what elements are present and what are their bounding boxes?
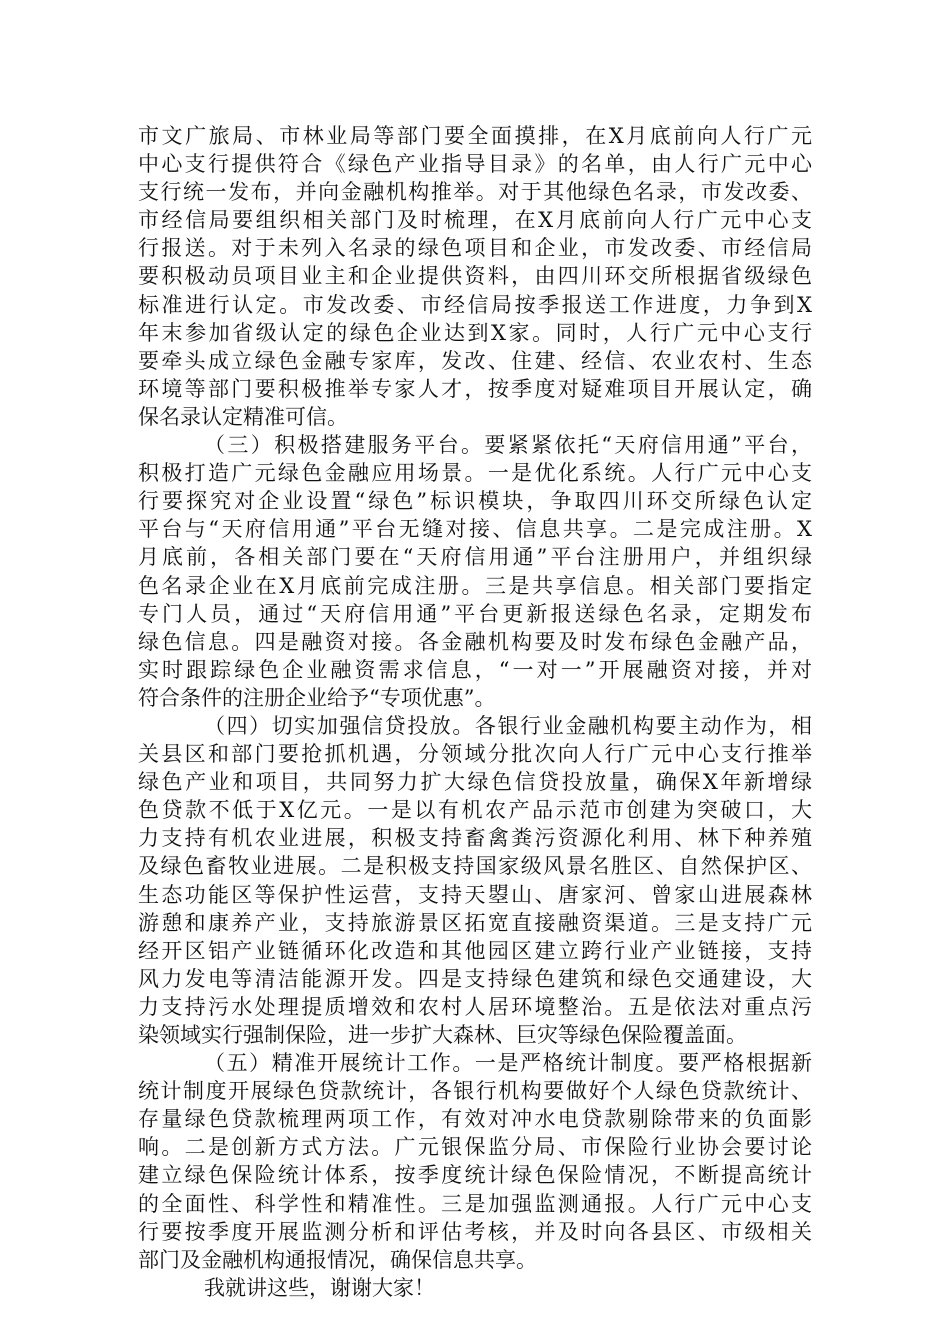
text-line: 标准进行认定。市发改委、市经信局按季报送工作进度，力争到X bbox=[138, 292, 812, 317]
document-page bbox=[138, 122, 812, 1302]
text-line: 保名录认定精准可信。 bbox=[138, 404, 348, 429]
text-line: （三）积极搭建服务平台。要紧紧依托“天府信用通”平台， bbox=[204, 433, 812, 458]
text-line: 游憩和康养产业，支持旅游景区拓宽直接融资渠道。三是支持广元 bbox=[138, 910, 812, 935]
text-line: 月底前，各相关部门要在“天府信用通”平台注册用户，并组织绿 bbox=[138, 545, 812, 570]
text-line: 绿色产业和项目，共同努力扩大绿色信贷投放量，确保X年新增绿 bbox=[138, 770, 812, 795]
text-line: 中心支行提供符合《绿色产业指导目录》的名单，由人行广元中心 bbox=[138, 152, 812, 177]
text-line: 要牵头成立绿色金融专家库，发改、住建、经信、农业农村、生态 bbox=[138, 348, 812, 373]
text-line: 积极打造广元绿色金融应用场景。一是优化系统。人行广元中心支 bbox=[138, 461, 812, 486]
text-line: （五）精准开展统计工作。一是严格统计制度。要严格根据新 bbox=[204, 1051, 812, 1076]
paragraph-continuation bbox=[138, 122, 812, 431]
text-line: （四）切实加强信贷投放。各银行业金融机构要主动作为，相 bbox=[204, 713, 812, 738]
text-line: 市文广旅局、市林业局等部门要全面摸排，在X月底前向人行广元 bbox=[138, 124, 812, 148]
text-line: 支行统一发布，并向金融机构推举。对于其他绿色名录，市发改委、 bbox=[138, 180, 812, 205]
text-line: 存量绿色贷款梳理两项工作，有效对冲水电贷款剔除带来的负面影 bbox=[138, 1107, 812, 1132]
text-line: 符合条件的注册企业给予“专项优惠”。 bbox=[138, 685, 496, 710]
paragraph-service-platform bbox=[138, 431, 812, 712]
text-line: 建立绿色保险统计体系，按季度统计绿色保险情况，不断提高统计 bbox=[138, 1163, 812, 1188]
text-line: 关县区和部门要抢抓机遇，分领域分批次向人行广元中心支行推举 bbox=[138, 742, 812, 767]
text-line: 风力发电等清洁能源开发。四是支持绿色建筑和绿色交通建设，大 bbox=[138, 966, 812, 991]
text-line: 色名录企业在X月底前完成注册。三是共享信息。相关部门要指定 bbox=[138, 573, 812, 598]
text-line: 生态功能区等保护性运营，支持天曌山、唐家河、曾家山进展森林 bbox=[138, 882, 812, 907]
text-line: 市经信局要组织相关部门及时梳理，在X月底前向人行广元中心支 bbox=[138, 208, 812, 233]
text-line: 绿色信息。四是融资对接。各金融机构要及时发布绿色金融产品， bbox=[138, 629, 812, 654]
text-line: 平台与“天府信用通”平台无缝对接、信息共享。二是完成注册。X bbox=[138, 517, 812, 542]
text-line: 色贷款不低于X亿元。一是以有机农产品示范市创建为突破口，大 bbox=[138, 798, 812, 823]
paragraph-statistics bbox=[138, 1049, 812, 1274]
text-line: 染领域实行强制保险，进一步扩大森林、巨灾等绿色保险覆盖面。 bbox=[138, 1023, 747, 1047]
text-line: 行报送。对于未列入名录的绿色项目和企业，市发改委、市经信局 bbox=[138, 236, 812, 261]
text-line: 行要探究对企业设置“绿色”标识模块，争取四川环交所绿色认定 bbox=[138, 489, 812, 514]
paragraph-credit-lending bbox=[138, 712, 812, 1049]
text-line: 部门及金融机构通报情况，确保信息共享。 bbox=[138, 1247, 537, 1272]
text-line: 统计制度开展绿色贷款统计，各银行机构要做好个人绿色贷款统计、 bbox=[138, 1079, 812, 1104]
text-line: 力支持污水处理提质增效和农村人居环境整治。五是依法对重点污 bbox=[138, 994, 812, 1019]
text-line: 响。二是创新方式方法。广元银保监分局、市保险行业协会要讨论 bbox=[138, 1135, 812, 1160]
text-line: 及绿色畜牧业进展。二是积极支持国家级风景名胜区、自然保护区、 bbox=[138, 854, 812, 879]
paragraph-closing bbox=[138, 1274, 812, 1302]
text-line: 年末参加省级认定的绿色企业达到X家。同时，人行广元中心支行 bbox=[138, 320, 812, 345]
text-line: 专门人员，通过“天府信用通”平台更新报送绿色名录，定期发布 bbox=[138, 601, 812, 626]
text-line: 实时跟踪绿色企业融资需求信息，“一对一”开展融资对接，并对 bbox=[138, 657, 812, 682]
text-line: 环境等部门要积极推举专家人才，按季度对疑难项目开展认定，确 bbox=[138, 376, 812, 401]
text-line: 行要按季度开展监测分析和评估考核，并及时向各县区、市级相关 bbox=[138, 1219, 812, 1244]
text-line: 经开区铝产业链循环化改造和其他园区建立跨行业产业链接，支持 bbox=[138, 938, 812, 963]
text-line: 我就讲这些，谢谢大家！ bbox=[204, 1275, 435, 1300]
text-line: 的全面性、科学性和精准性。三是加强监测通报。人行广元中心支 bbox=[138, 1191, 812, 1216]
text-line: 力支持有机农业进展，积极支持畜禽粪污资源化利用、林下种养殖 bbox=[138, 826, 812, 851]
text-line: 要积极动员项目业主和企业提供资料，由四川环交所根据省级绿色 bbox=[138, 264, 812, 289]
